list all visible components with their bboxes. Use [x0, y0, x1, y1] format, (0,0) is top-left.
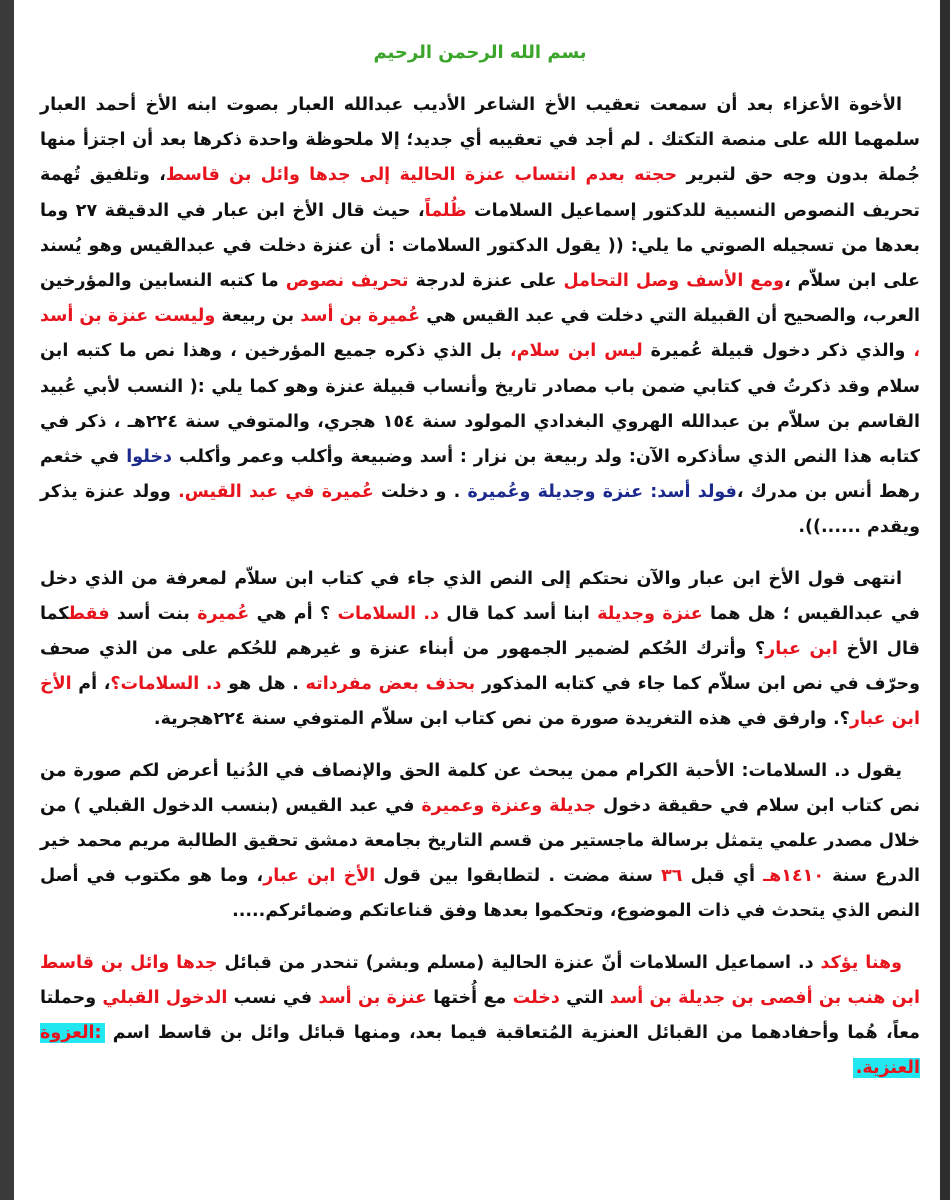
red-text: ١٤١٠هـ: [763, 866, 825, 887]
text-run: ، وما هو مكتوب في أصل النص الذي يتحدث في ذات الموضوع، وتحكموا بعدها وفق قناعاتكم وضمائركم.....: [40, 866, 920, 922]
red-text: دخلت: [512, 987, 560, 1008]
text-run: ما كتبه النسابين والمؤرخين العرب، والصحيح أن القبيلة التي دخلت في عبد القيس هي: [40, 271, 920, 327]
red-text: عُميرة: [197, 603, 250, 624]
red-text: الأخ ابن عبار: [40, 674, 920, 730]
text-run: ، أم: [71, 674, 111, 695]
text-run: . هل هو: [221, 674, 306, 695]
paragraph-4: [40, 946, 920, 1087]
red-text: بحذف بعض مفرداته: [305, 674, 476, 695]
right-edge-bar: [940, 0, 950, 1200]
red-text: عنزة بن أسد: [318, 987, 427, 1008]
red-text: الأخ ابن عبار: [263, 866, 376, 887]
text-run: في عبد القيس (بنسب الدخول القبلي ) من خلال مصدر علمي يتمثل برسالة ماجستير من قسم التاريخ بجامعة دمشق تحقيق الطالبة مريم محمد خير الدرع سنة: [40, 795, 921, 887]
red-text: د. السلامات؟: [110, 674, 222, 695]
document-page: [40, 30, 920, 1190]
red-text: ظُلماً: [424, 200, 467, 221]
red-text: د. السلامات: [337, 603, 440, 624]
text-run: في خثعم رهط أنس بن مدرك ،: [40, 447, 920, 503]
red-text: وهنا يؤكد: [820, 952, 902, 973]
text-run: الأخوة الأعزاء بعد أن سمعت تعقيب الأخ الشاعر الأديب عبدالله العبار بصوت ابنه الأخ أحمد العبار سلمهما الله على منصة التكتك . لم أجد في تعقيبه أي جديد؛ إلا ملحوظة واحدة ذكرها بعد أن اجتزأ منها جُملة بدون وجه حق لتبرير: [40, 95, 920, 186]
text-run: ابنا أسد كما قال: [439, 603, 598, 624]
text-run: على عنزة لدرجة: [408, 271, 564, 292]
text-run: بن ربيعة: [215, 306, 301, 327]
text-run: د. اسماعيل السلامات أنّ عنزة الحالية (مسلم وبشر) تنحدر من قبائل: [217, 952, 821, 973]
paragraph-3: [40, 754, 920, 930]
text-run: يقول د. السلامات: الأحبة الكرام ممن يبحث عن كلمة الحق والإنصاف في الدُنيا أعرض لكم صورة من نص كتاب ابن سلام في حقيقة دخول: [40, 760, 921, 816]
red-text: عُميرة بن أسد: [300, 306, 421, 327]
red-text: حجته بعدم انتساب عنزة الحالية إلى جدها وائل بن قاسط: [165, 165, 678, 186]
blue-text: فولد أسد: عنزة وجديلة وعُميرة: [467, 482, 737, 503]
text-run: وحملتا معاً، هُما وأحفادهما من القبائل العنزية المُتعاقبة فيما بعد، ومنها قبائل وائل بن قاسط اسم: [40, 987, 920, 1044]
highlighted-text: :العزوة العنزية.: [40, 1023, 920, 1079]
text-run: ؟. وارفق في هذه التغريدة صورة من نص كتاب ابن سلاّم المتوفي سنة ٢٢٤هجرية.: [153, 709, 850, 730]
text-run: بل الذي ذكره جميع المؤرخين ، وهذا نص ما كتبه ابن سلام وقد ذكرتُ في كتابي ضمن باب مصادر تاريخ وأنساب قبيلة عنزة وهو كما يلي :( النسب لأبي عُبيد القاسم بن سلاّم بن عبدالله الهروي البغدادي المولود سنة ١٥٤ هجري، والمتوفي سنة ٢٢٤هـ ، ذكر في كتابه هذا النص الذي سأذكره الآن: ولد ربيعة بن نزار : أسد وضبيعة وأكلب وعمر وأكلب: [40, 341, 921, 468]
red-text: ليس ابن سلام،: [510, 341, 643, 362]
red-text: ومع الأسف وصل التحامل: [563, 271, 784, 292]
red-text: تحريف نصوص: [285, 271, 409, 292]
red-text: جدها وائل بن قاسط ابن هنب بن أفصى بن جديلة بن أسد: [40, 952, 920, 1008]
text-run: انتهى قول الأخ ابن عبار والآن نحتكم إلى النص الذي جاء في كتاب ابن سلاّم لمعرفة من الذي دخل في عبدالقيس ؛ هل هما: [40, 568, 921, 624]
text-run: ، حيث قال الأخ ابن عبار في الدقيقة ٢٧ وما بعدها من تسجيله الصوتي ما يلي: (( يقول الدكتور السلامات : أن عنزة دخلت في عبدالقيس وهو يُسند على ابن سلاّم ،: [40, 200, 921, 292]
text-run: سنة مضت . لتطابقوا بين قول: [375, 866, 662, 887]
text-run: بنت أسد: [109, 603, 198, 624]
text-run: ، وتلفيق تُهمة تحريف النصوص النسبية للدكتور إسماعيل السلامات: [40, 165, 920, 221]
bismillah-heading: بسم الله الرحمن الرحيم: [373, 42, 587, 63]
text-run: . و دخلت: [373, 482, 468, 503]
paragraph-1: [40, 88, 920, 546]
text-run: وولد عنزة يذكر ويقدم ......)).: [40, 482, 920, 538]
text-run: والذي ذكر دخول قبيلة عُميرة: [642, 341, 914, 362]
left-edge-bar: [0, 0, 14, 1200]
paragraph-2: [40, 562, 920, 738]
red-text: جديلة وعنزة وعميرة: [421, 795, 597, 816]
text-run: ؟ أم هي: [249, 603, 338, 624]
red-text: ٣٦: [661, 866, 683, 887]
text-run: التي: [559, 987, 610, 1008]
text-run: في نسب: [227, 987, 319, 1008]
red-text: فقط: [68, 603, 110, 624]
red-text: ابن عبار: [765, 639, 838, 660]
blue-text: دخلوا: [126, 447, 172, 468]
text-run: كما قال الأخ: [40, 603, 920, 660]
red-text: وليست عنزة بن أسد ،: [40, 306, 920, 362]
text-run: أي قبل: [682, 866, 764, 887]
red-text: عنزة وجديلة: [597, 603, 703, 624]
red-text: عُميرة في عبد القيس.: [178, 482, 374, 503]
text-run: مع أُختها: [426, 987, 513, 1008]
text-run: ؟ وأترك الحُكم لضمير الجمهور من أبناء عنزة و غيرهم للحُكم على من الذي صحف وحرّف في نص ابن سلاّم كما جاء في كتابه المذكور: [40, 639, 920, 695]
red-text: الدخول القبلي: [102, 987, 228, 1008]
